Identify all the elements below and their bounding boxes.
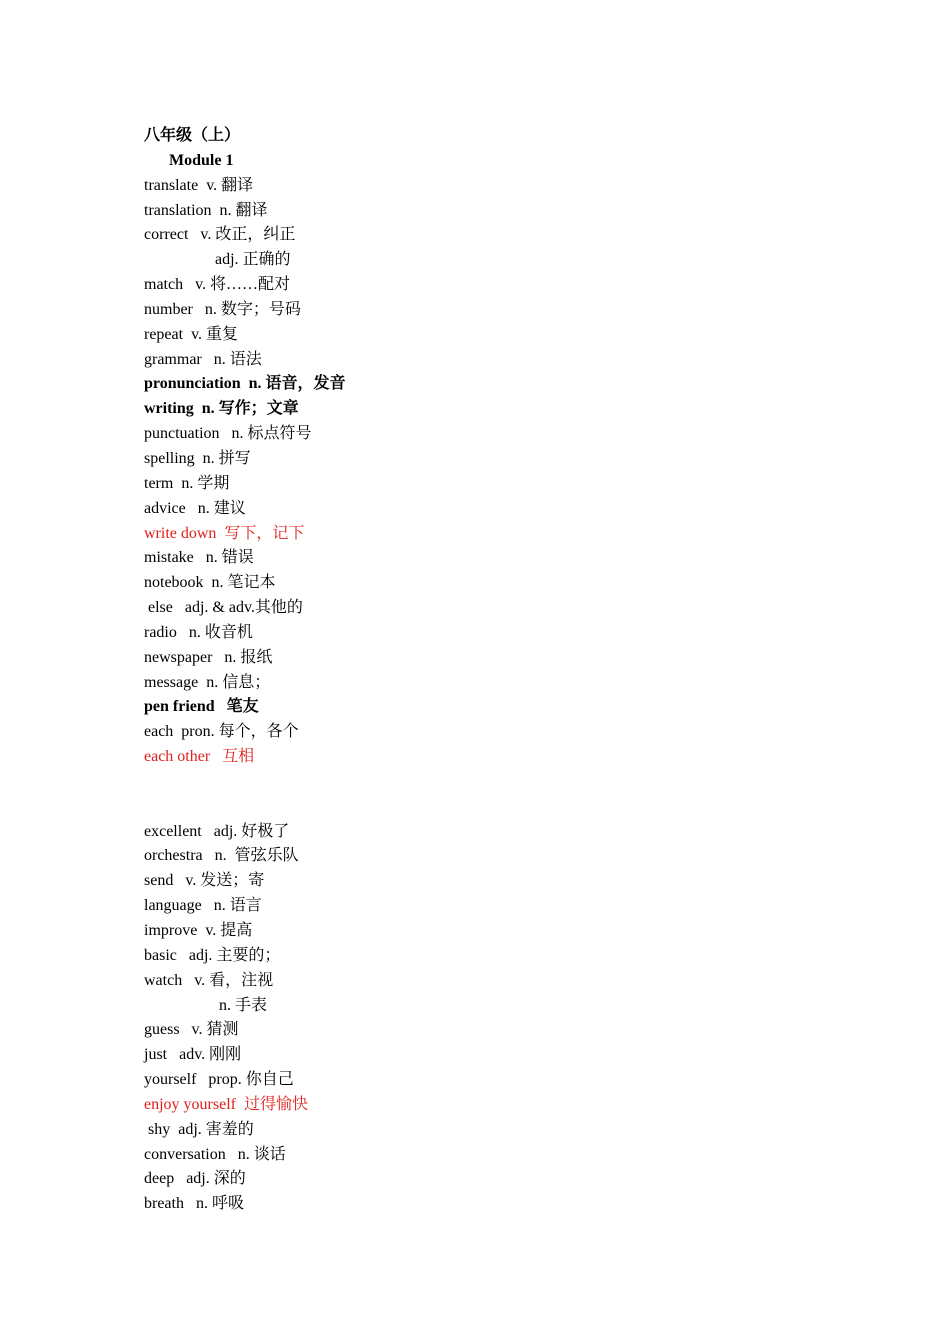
phrase-entry-each-other: each other 互相 xyxy=(144,748,255,766)
vocab-entry-match: match v. 将……配对 xyxy=(144,276,291,294)
vocab-entry-correct-adj: adj. 正确的 xyxy=(215,251,291,269)
vocab-entry-grammar: grammar n. 语法 xyxy=(144,350,262,368)
vocab-entry-basic: basic adj. 主要的； xyxy=(144,946,281,964)
vocab-entry-else: else adj. & adv.其他的 xyxy=(148,599,303,617)
vocab-entry-term: term n. 学期 xyxy=(144,474,230,492)
vocab-entry-watch-noun: n. 手表 xyxy=(219,996,268,1014)
vocab-entry-improve: improve v. 提高 xyxy=(144,922,253,939)
vocab-entry-spelling: spelling n. 拼写 xyxy=(144,449,251,467)
vocabulary-document xyxy=(144,124,844,1217)
vocab-entry-translate: translate v. 翻译 xyxy=(144,176,254,194)
vocab-entry-each: each pron. 每个，各个 xyxy=(144,723,299,741)
vocab-entry-correct: correct v. 改正，纠正 xyxy=(144,226,296,244)
vocab-entry-language: language n. 语言 xyxy=(144,897,262,915)
vocab-entry-translation: translation n. 翻译 xyxy=(144,201,268,219)
blank-line xyxy=(144,795,844,820)
vocab-entry-breath: breath n. 呼吸 xyxy=(144,1195,244,1213)
vocab-entry-mistake: mistake n. 错误 xyxy=(144,549,254,567)
phrase-entry-enjoy-yourself: enjoy yourself 过得愉快 xyxy=(144,1095,308,1113)
vocab-entry-radio: radio n. 收音机 xyxy=(144,623,253,641)
vocab-entry-writing: writing n. 写作；文章 xyxy=(144,400,299,418)
vocab-entry-orchestra: orchestra n. 管弦乐队 xyxy=(144,847,299,865)
vocab-entry-guess: guess v. 猜测 xyxy=(144,1021,239,1039)
vocab-entry-repeat: repeat v. 重复 xyxy=(144,325,239,343)
vocab-entry-yourself: yourself prop. 你自己 xyxy=(144,1071,294,1089)
vocab-entry-number: number n. 数字；号码 xyxy=(144,300,301,318)
vocab-entry-just: just adv. 刚刚 xyxy=(144,1046,242,1064)
grade-heading: 八年级（上） xyxy=(144,127,241,144)
phrase-entry-pen-friend: pen friend 笔友 xyxy=(144,698,259,716)
vocab-entry-conversation: conversation n. 谈话 xyxy=(144,1145,286,1163)
vocab-entry-pronunciation: pronunciation n. 语音，发音 xyxy=(144,375,346,393)
vocab-entry-shy: shy adj. 害羞的 xyxy=(148,1120,254,1138)
vocab-entry-watch: watch v. 看，注视 xyxy=(144,971,274,989)
module-title: Module 1 xyxy=(169,151,234,169)
phrase-entry-write-down: write down 写下，记下 xyxy=(144,524,305,542)
vocab-entry-notebook: notebook n. 笔记本 xyxy=(144,574,276,592)
blank-line xyxy=(144,770,844,795)
vocab-entry-excellent: excellent adj. 好极了 xyxy=(144,822,290,840)
vocab-entry-punctuation: punctuation n. 标点符号 xyxy=(144,425,312,443)
vocab-entry-newspaper: newspaper n. 报纸 xyxy=(144,648,273,666)
vocab-entry-send: send v. 发送；寄 xyxy=(144,872,265,890)
vocab-entry-deep: deep adj. 深的 xyxy=(144,1170,246,1188)
vocab-entry-advice: advice n. 建议 xyxy=(144,499,246,517)
vocab-entry-message: message n. 信息； xyxy=(144,673,271,691)
